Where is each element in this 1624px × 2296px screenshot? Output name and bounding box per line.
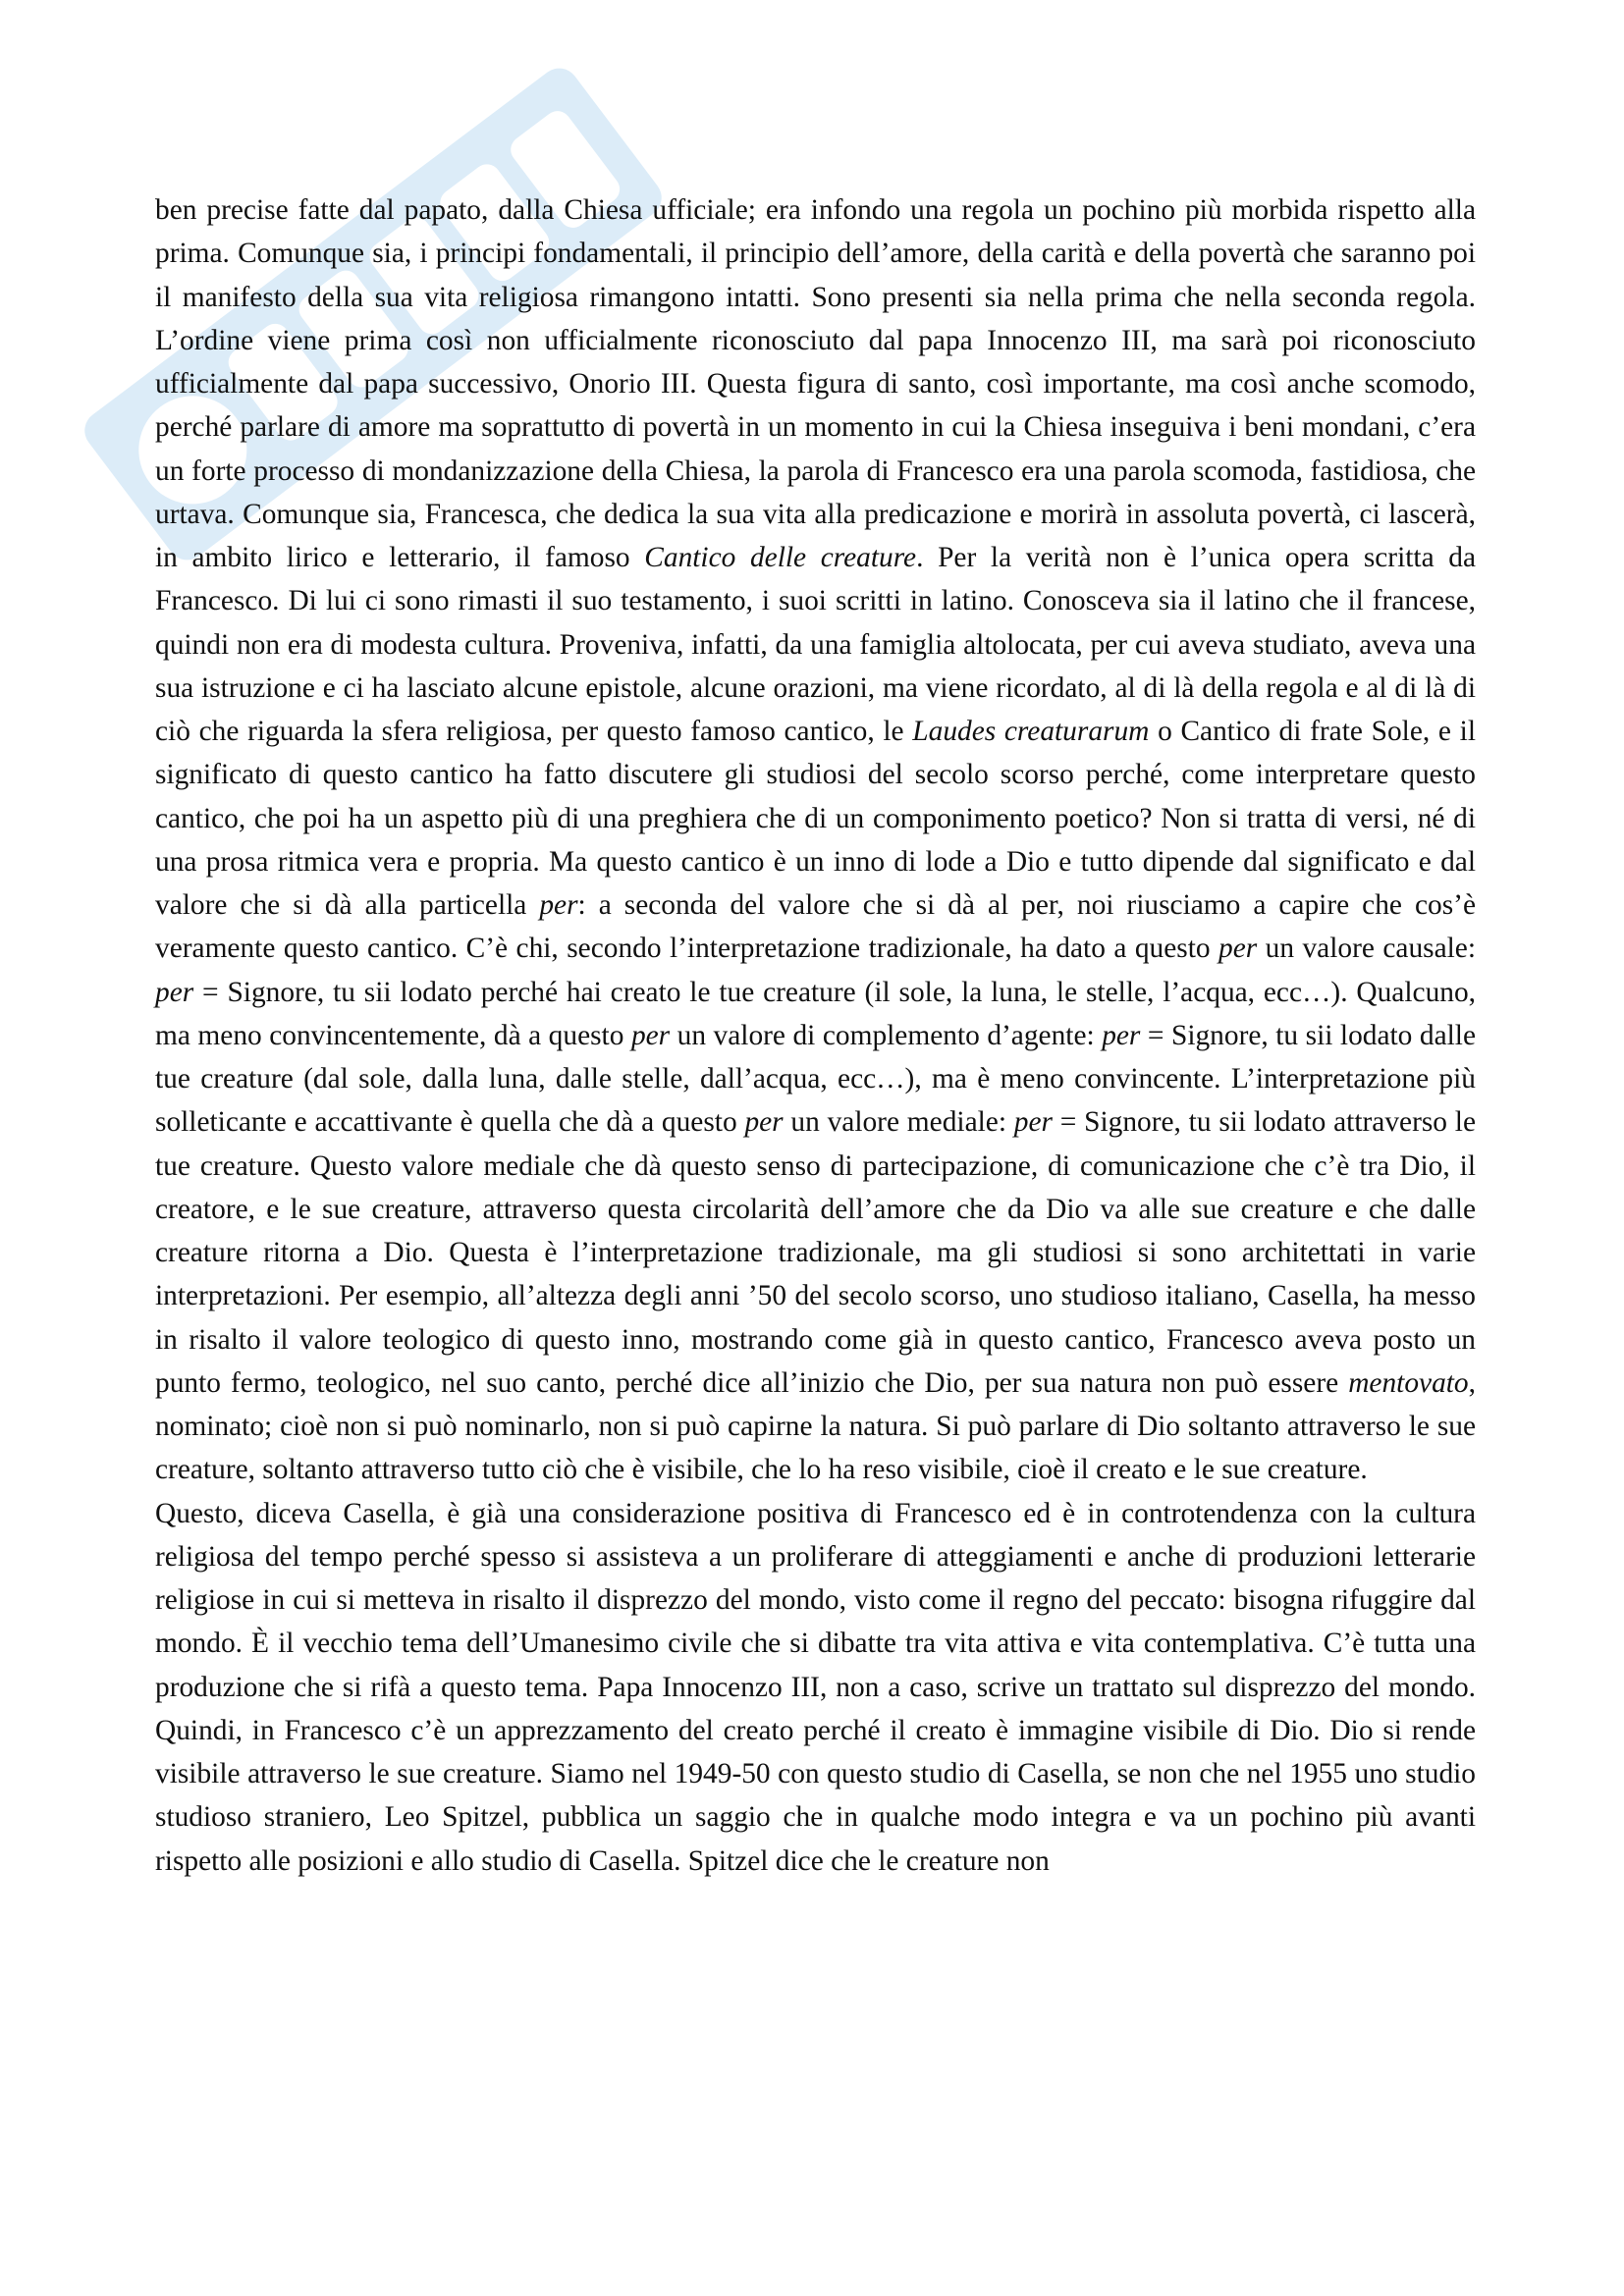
italic-text: per <box>1013 1106 1053 1139</box>
text-segment: = Signore, tu sii lodato dalle tue creature (dal sole, dalla luna, dalle stelle, dall’acqua, ecc…), ma è meno convincente. L’interpretazione più solleticante e accattivante è quella che dà a questo <box>155 1019 1476 1139</box>
text-segment: : a seconda del valore che si dà al per, noi riusciamo a capire che cos’è veramente questo cantico. C’è chi, secondo l’interpretazione tradizionale, ha dato a questo <box>155 889 1476 965</box>
italic-text: per <box>539 889 578 921</box>
italic-text: mentovato <box>1348 1366 1469 1399</box>
text-segment: = Signore, tu sii lodato perché hai creato le tue creature (il sole, la luna, le stelle, l’acqua, ecc…). Qualcuno, ma meno convincentemente, dà a questo <box>155 976 1476 1051</box>
italic-text: per <box>1102 1019 1141 1051</box>
italic-text: Cantico delle creature <box>644 542 917 573</box>
italic-text: Laudes creaturarum <box>912 716 1150 747</box>
text-segment: , nominato; cioè non si può nominarlo, non si può capirne la natura. Si può parlare di Dio soltanto attraverso le sue creature, soltanto attraverso tutto ciò che è visibile, che lo ha reso visibile, cioè il creato e le sue creature. <box>155 1366 1476 1486</box>
italic-text: per <box>630 1019 671 1051</box>
text-segment: o Cantico di frate Sole, e il significato di questo cantico ha fatto discutere gli studiosi del secolo scorso perché, come interpretare questo cantico, che poi ha un aspetto più di una preghiera che di un componimento poetico? Non si tratta di versi, né di una prosa ritmica vera e propria. Ma questo cantico è un inno di lode a Dio e tutto dipende dal significato e dal valore che si dà alla particella <box>155 716 1476 921</box>
italic-text: per <box>744 1106 784 1139</box>
document-body <box>155 188 1476 1883</box>
text-segment: un valore di complemento d’agente: <box>670 1019 1103 1051</box>
text-segment: un valore causale: <box>1257 933 1476 965</box>
text-segment: = Signore, tu sii lodato attraverso le tue creature. Questo valore mediale che dà questo senso di partecipazione, di comunicazione che c’è tra Dio, il creatore, e le sue creature, attraverso questa circolarità dell’amore che da Dio va alle sue creature e che dalle creature ritorna a Dio. Questa è l’interpretazione tradizionale, ma gli studiosi si sono architettati in varie interpretazioni. Per esempio, all’altezza degli anni ’50 del secolo scorso, uno studioso italiano, Casella, ha messo in risalto il valore teologico di questo inno, mostrando come già in questo cantico, Francesco aveva posto un punto fermo, teologico, nel suo canto, perché dice all’inizio che Dio, per sua natura non può essere <box>155 1106 1476 1399</box>
text-segment: un valore mediale: <box>783 1106 1014 1139</box>
italic-text: per <box>1218 933 1258 965</box>
text-segment: Questo, diceva Casella, è già una considerazione positiva di Francesco ed è in controtendenza con la cultura religiosa del tempo perché spesso si assisteva a un proliferare di atteggiamenti e anche di produzioni letterarie religiose in cui si metteva in risalto il disprezzo del mondo, visto come il regno del peccato: bisogna rifuggire dal mondo. È il vecchio tema dell’Umanesimo civile che si dibatte tra vita attiva e vita contemplativa. C’è tutta una produzione che si rifà a questo tema. Papa Innocenzo III, non a caso, scrive un trattato sul disprezzo del mondo. Quindi, in Francesco c’è un apprezzamento del creato perché il creato è immagine visibile di Dio. Dio si rende visibile attraverso le sue creature. Siamo nel 1949-50 con questo studio di Casella, se non che nel 1955 uno studio studioso straniero, Leo Spitzel, pubblica un saggio che in qualche modo integra e va un pochino più avanti rispetto alle posizioni e allo studio di Casella. Spitzel dice che le creature non <box>155 1497 1476 1877</box>
text-segment: . Per la verità non è l’unica opera scritta da Francesco. Di lui ci sono rimasti il suo testamento, i suoi scritti in latino. Conosceva sia il latino che il francese, quindi non era di modesta cultura. Proveniva, infatti, da una famiglia altolocata, per cui aveva studiato, aveva una sua istruzione e ci ha lasciato alcune epistole, alcune orazioni, ma viene ricordato, al di là della regola e al di là di ciò che riguarda la sfera religiosa, per questo famoso cantico, le <box>155 542 1476 747</box>
text-segment: ben precise fatte dal papato, dalla Chiesa ufficiale; era infondo una regola un pochino più morbida rispetto alla prima. Comunque sia, i principi fondamentali, il principio dell’amore, della carità e della povertà che saranno poi il manifesto della sua vita religiosa rimangono intatti. Sono presenti sia nella prima che nella seconda regola. L’ordine viene prima così non ufficialmente riconosciuto dal papa Innocenzo III, ma sarà poi riconosciuto ufficialmente dal papa successivo, Onorio III. Questa figura di santo, così importante, ma così anche scomodo, perché parlare di amore ma soprattutto di povertà in un momento in cui la Chiesa inseguiva i beni mondani, c’era un forte processo di mondanizzazione della Chiesa, la parola di Francesco era una parola scomoda, fastidiosa, che urtava. Comunque sia, Francesca, che dedica la sua vita alla predicazione e morirà in assoluta povertà, ci lascerà, in ambito lirico e letterario, il famoso <box>155 194 1476 573</box>
body-paragraph <box>155 1492 1476 1883</box>
italic-text: per <box>155 976 194 1008</box>
body-paragraph <box>155 188 1476 1492</box>
